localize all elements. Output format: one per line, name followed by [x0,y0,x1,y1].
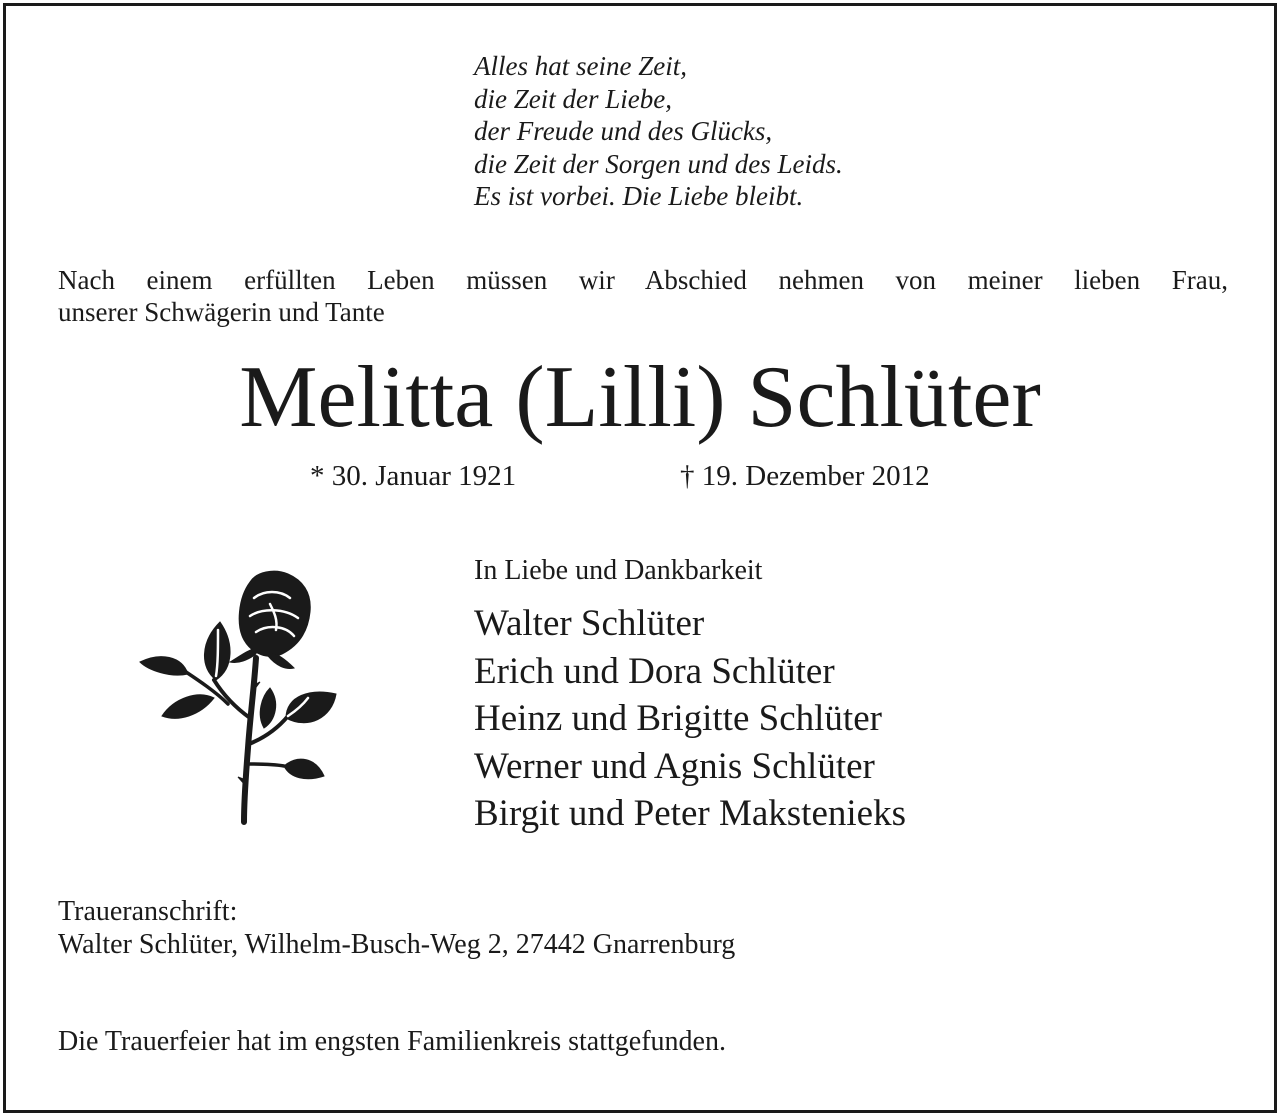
poem-line: der Freude und des Glücks, [474,116,773,146]
announcement-line: unserer Schwägerin und Tante [58,297,385,327]
mourner-name: Birgit und Peter Makstenieks [474,793,906,834]
birth-date: * 30. Januar 1921 [310,460,517,492]
mourners-list [474,600,906,838]
announcement-line: Nach einem erfüllten Leben müssen wir Abschied nehmen von meiner lieben Frau, [58,265,1228,295]
death-date: † 19. Dezember 2012 [680,460,930,492]
poem-line: Es ist vorbei. Die Liebe bleibt. [474,181,804,211]
mourner-name: Heinz und Brigitte Schlüter [474,698,882,739]
mourner-name: Erich und Dora Schlüter [474,650,835,692]
address-value: Walter Schlüter, Wilhelm-Busch-Weg 2, 27442 Gnarrenburg [58,929,736,960]
funeral-note: Die Trauerfeier hat im engsten Familienkreis stattgefunden. [58,1026,726,1057]
poem-line: Alles hat seine Zeit, [474,51,687,81]
gratitude-line: In Liebe und Dankbarkeit [474,555,763,586]
announcement-text [58,264,1228,328]
poem [474,50,843,213]
mourner-name: Werner und Agnis Schlüter [474,745,875,787]
poem-line: die Zeit der Liebe, [474,83,672,114]
rose-icon [138,568,344,828]
mourner-name: Walter Schlüter [474,603,705,644]
mourning-address [58,895,735,961]
address-label: Traueranschrift: [58,896,238,927]
deceased-name: Melitta (Lilli) Schlüter [239,349,1041,446]
poem-line: die Zeit der Sorgen und des Leids. [474,148,843,179]
